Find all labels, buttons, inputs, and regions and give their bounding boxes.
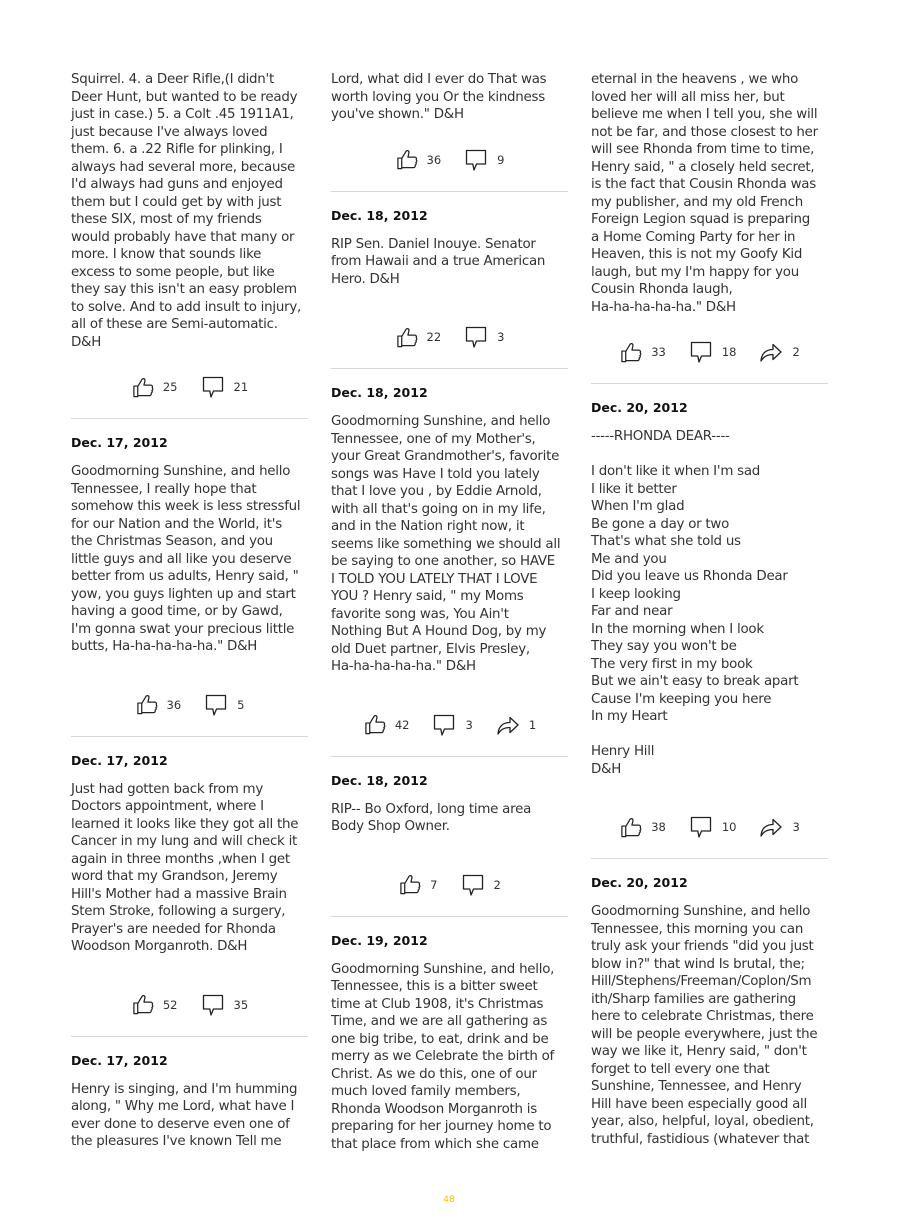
- like-stat[interactable]: [131, 376, 178, 399]
- post: [591, 71, 828, 368]
- post-date: Dec. 18, 2012: [331, 385, 428, 400]
- comment-count: 3: [497, 330, 505, 344]
- post-text: Goodmorning Sunshine, and hello Tennessee, I really hope that somehow this week is less stressful for our Nation and the World, it's the Christmas Season, and you little guys and all like you deserve better from us adults, Henry said, " yow, you guys lighten up and start having a good time, or by Gawd, I'm gonna swat your precious little butts, Ha-ha-ha-ha-ha." D&H: [71, 464, 301, 654]
- share-stat[interactable]: [758, 815, 799, 839]
- post-stats: [331, 709, 568, 741]
- post-date: Dec. 17, 2012: [71, 752, 168, 768]
- post: [71, 752, 308, 1021]
- post-divider: [71, 736, 308, 737]
- post-date: Dec. 17, 2012: [71, 435, 168, 450]
- comment-stat[interactable]: [463, 147, 504, 173]
- like-count: 36: [426, 152, 442, 167]
- share-stat[interactable]: [495, 713, 536, 737]
- speech-bubble-icon: [200, 992, 226, 1018]
- comment-stat[interactable]: [688, 339, 737, 365]
- post-text: RIP-- Bo Oxford, long time area Body Shop Owner.: [331, 801, 532, 834]
- post-text: RIP Sen. Daniel Inouye. Senator from Hawaii and a true American Hero. D&H: [331, 236, 546, 287]
- post-text: Just had gotten back from my Doctors appointment, where I learned it looks like they got all the Cancer in my lung and will check it again in three months ,when I get word that my Grandson, Jeremy Hill's Mother had a massive Brain Stem Stroke, following a surgery, Prayer's are needed for Rhonda Woodson Morganroth. D&H: [71, 781, 299, 954]
- post: [71, 434, 308, 721]
- speech-bubble-icon: [688, 814, 714, 840]
- post-stats: [591, 336, 828, 368]
- share-arrow-icon: [495, 713, 521, 737]
- post-divider: [591, 858, 828, 859]
- like-stat[interactable]: [135, 693, 182, 716]
- comment-stat[interactable]: [688, 814, 737, 840]
- post-stats: [71, 689, 308, 721]
- post-text: Squirrel. 4. a Deer Rifle,(I didn't Deer Hunt, but wanted to be ready just in case.) 5. a Colt .45 1911A1, just because I've always loved them. 6. a .22 Rifle for plinking, I always had several more, because I'd always had guns and enjoyed them but I could get by with just these SIX, most of my friends would probably have that many or more. I know that sounds like excess to some people, but like they say this isn't an easy problem to solve. And to add insult to injury, all of these are Semi-automatic. D&H: [71, 72, 302, 350]
- speech-bubble-icon: [463, 147, 489, 173]
- comment-stat[interactable]: [203, 692, 244, 718]
- post-divider: [331, 191, 568, 192]
- post-date: Dec. 17, 2012: [71, 1052, 168, 1068]
- post: [331, 207, 568, 354]
- post-stats: [71, 371, 308, 403]
- share-arrow-icon: [758, 815, 784, 839]
- page-number: 48: [443, 1195, 455, 1205]
- comment-stat[interactable]: [463, 324, 504, 350]
- comment-stat[interactable]: [431, 712, 472, 738]
- post: [331, 384, 568, 741]
- post-stats: [331, 869, 568, 901]
- thumbs-up-icon: [395, 326, 419, 349]
- like-count: 22: [426, 330, 442, 344]
- post: [331, 932, 568, 1154]
- post-divider: [591, 383, 828, 384]
- like-stat[interactable]: [395, 148, 442, 171]
- thumbs-up-icon: [619, 341, 643, 364]
- like-stat[interactable]: [131, 993, 178, 1016]
- like-stat[interactable]: [619, 816, 666, 839]
- post-text: Goodmorning Sunshine, and hello, Tennessee, this is a bitter sweet time at Club 1908, it's Christmas Time, and we are all gathering as one big tribe, to eat, drink and be merry as we Celebrate the birth of Christ. As we do this, one of our much loved family members, Rhonda Woodson Morganroth is preparing for her journey home to that place from which she came: [331, 961, 555, 1152]
- share-count: 3: [792, 820, 800, 834]
- speech-bubble-icon: [200, 374, 226, 400]
- speech-bubble-icon: [431, 712, 457, 738]
- like-stat[interactable]: [363, 713, 410, 736]
- post-stats: [331, 144, 568, 176]
- thumbs-up-icon: [398, 873, 422, 896]
- post-text: Goodmorning Sunshine, and hello Tennessee, this morning you can truly ask your friends "did you just blow in?" that wind Is brutal, the; Hill/Stephens/Freeman/Coplon/Sm ith/Sharp families are gathering here to celebrate Christmas, there will be people everywhere, just the way we like it, Henry said, " don't forget to tell every one that Sunshine, Tennessee, and Henry Hill have been especially good all year, also, helpful, loyal, obedient, truthful, fastidious (whatever that: [591, 904, 818, 1147]
- like-count: 38: [651, 820, 666, 834]
- post: [71, 71, 308, 403]
- comment-stat[interactable]: [200, 374, 249, 400]
- comment-count: 5: [237, 697, 245, 712]
- post-divider: [71, 1036, 308, 1037]
- post: [591, 874, 828, 1148]
- post-date: Dec. 18, 2012: [331, 207, 428, 223]
- like-stat[interactable]: [395, 326, 442, 349]
- post-text: Goodmorning Sunshine, and hello Tennessee, one of my Mother's, your Great Grandmother's, favorite songs was Have I told you lately that I love you , by Eddie Arnold, with all that's going on in my life, and in the Nation right now, it seems like something we should all be saying to one another, so HAVE I TOLD YOU LATELY THAT I LOVE YOU ? Henry said, " my Moms favorite song was, You Ain't Nothing But A Hound Dog, by my old Duet partner, Elvis Presley, Ha-ha-ha-ha-ha." D&H: [331, 414, 561, 674]
- post-date: Dec. 20, 2012: [591, 875, 688, 890]
- post-text: Henry is singing, and I'm humming along, " Why me Lord, what have I ever done to deserve even one of the pleasures I've known Tell me: [71, 1081, 298, 1149]
- post-text: -----RHONDA DEAR---- I don't like it when I'm sad I like it better When I'm glad Be gone a day or two That's what she told us Me and you Did you leave us Rhonda Dear I keep looking Far and near In the morning when I look They say you won't be The very first in my book But we ain't easy to break apart Cause I'm keeping you here In my Heart Henry Hill D&H: [591, 429, 799, 777]
- thumbs-up-icon: [135, 693, 159, 716]
- share-stat[interactable]: [758, 340, 799, 364]
- column-3: [591, 71, 828, 1148]
- thumbs-up-icon: [363, 713, 387, 736]
- post-date: Dec. 20, 2012: [591, 400, 688, 415]
- speech-bubble-icon: [688, 339, 714, 365]
- comment-stat[interactable]: [460, 872, 501, 898]
- speech-bubble-icon: [203, 692, 229, 718]
- share-arrow-icon: [758, 340, 784, 364]
- post-text: Lord, what did I ever do That was worth loving you Or the kindness you've shown." D&H: [331, 72, 547, 122]
- post-stats: [71, 989, 308, 1021]
- share-count: 2: [792, 345, 800, 359]
- comment-count: 21: [233, 380, 249, 394]
- post: [71, 1052, 308, 1151]
- like-count: 42: [394, 717, 410, 732]
- thumbs-up-icon: [619, 816, 643, 839]
- post-divider: [331, 756, 568, 757]
- comment-count: 35: [233, 997, 249, 1012]
- post-stats: [591, 811, 828, 843]
- like-count: 25: [162, 380, 178, 394]
- comment-count: 10: [721, 820, 737, 834]
- like-stat[interactable]: [398, 873, 437, 896]
- speech-bubble-icon: [463, 324, 489, 350]
- share-count: 1: [528, 717, 537, 732]
- post-date: Dec. 19, 2012: [331, 932, 428, 948]
- comment-count: 18: [721, 345, 737, 359]
- post-divider: [71, 418, 308, 419]
- comment-count: 3: [465, 717, 473, 732]
- post-text: eternal in the heavens , we who loved her will all miss her, but believe me when I tell you, she will not be far, and those closest to her will see Rhonda from time to time, Henry said, " a closely held secret, is the fact that Cousin Rhonda was my publisher, and my old French Foreign Legion squad is preparing a Home Coming Party for her in Heaven, this is not my Goofy Kid laugh, but my I'm happy for you Cousin Rhonda laugh, Ha-ha-ha-ha-ha." D&H: [591, 72, 818, 315]
- post-stats: [331, 321, 568, 353]
- like-count: 33: [651, 345, 666, 359]
- column-2: [331, 71, 568, 1153]
- like-count: 52: [162, 997, 178, 1012]
- column-1: [71, 71, 308, 1151]
- post: [331, 71, 568, 176]
- thumbs-up-icon: [395, 148, 419, 171]
- comment-count: 2: [493, 877, 501, 892]
- comment-count: 9: [497, 152, 505, 167]
- post-date: Dec. 18, 2012: [331, 772, 428, 788]
- like-count: 36: [166, 697, 182, 712]
- thumbs-up-icon: [131, 993, 155, 1016]
- post-divider: [331, 916, 568, 917]
- post: [591, 399, 828, 843]
- like-count: 7: [430, 877, 438, 892]
- speech-bubble-icon: [460, 872, 486, 898]
- post: [331, 772, 568, 901]
- like-stat[interactable]: [619, 341, 666, 364]
- thumbs-up-icon: [131, 376, 155, 399]
- post-divider: [331, 368, 568, 369]
- comment-stat[interactable]: [200, 992, 249, 1018]
